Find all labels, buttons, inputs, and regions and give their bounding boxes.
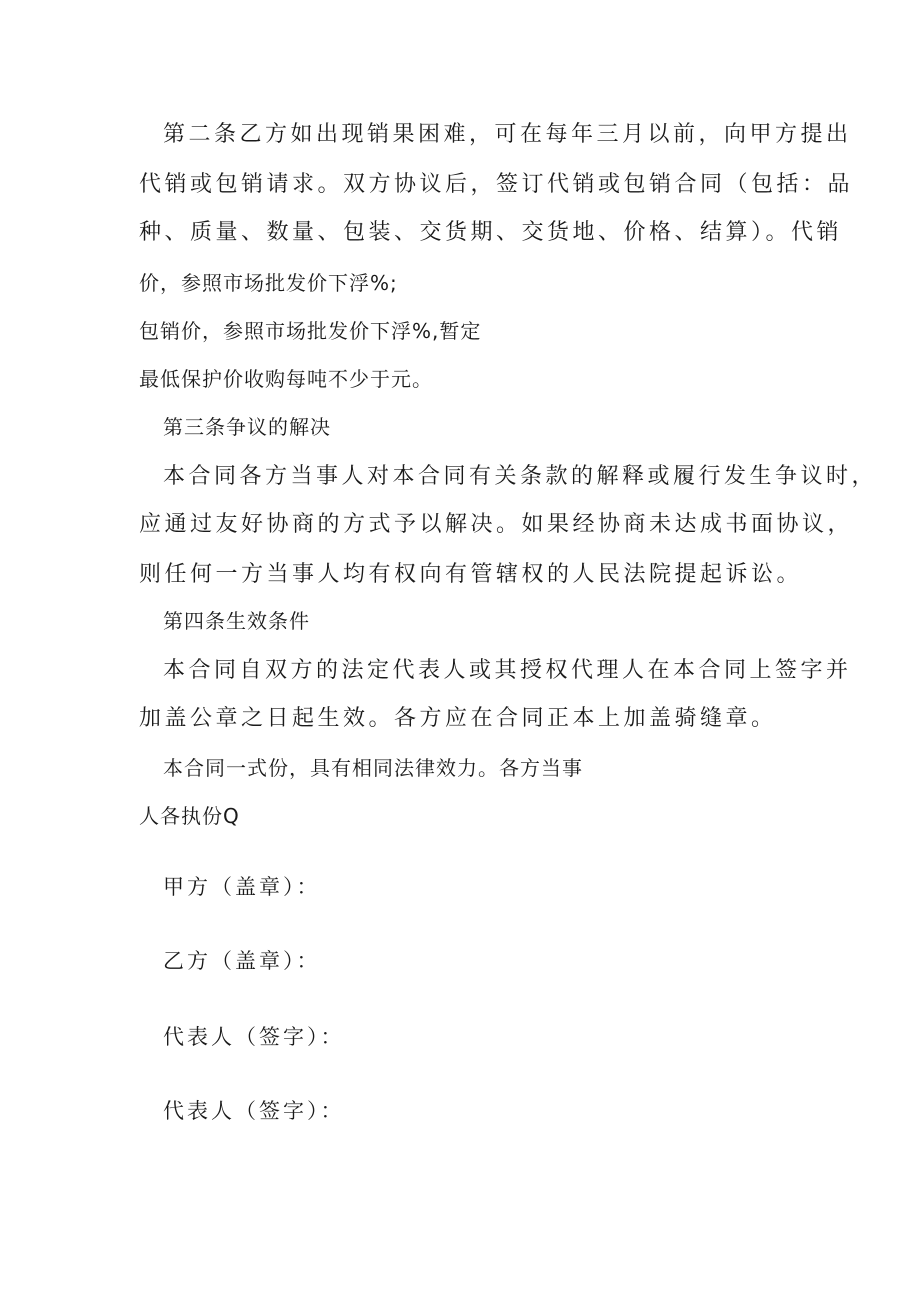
article2-line4: 价，参照市场批发价下浮%; [139,271,398,295]
article2-line5: 包销价，参照市场批发价下浮%,暂定 [139,319,482,343]
party-b-seal-label: 乙方（盖章）： [163,949,321,973]
copies-line2: 人各执份Q [139,804,240,828]
article4-title: 第四条生效条件 [163,609,310,633]
article3-line1: 本合同各方当事人对本合同有关条款的解释或履行发生争议时， [163,464,878,489]
article2-line6: 最低保护价收购每吨不少于元。 [139,367,433,391]
representative-a-signature-label: 代表人（签字）： [163,1025,345,1049]
article3-title: 第三条争议的解决 [163,415,331,439]
article4-line2: 加盖公章之日起生效。各方应在合同正本上加盖骑缝章。 [139,706,777,731]
article2-line2: 代销或包销请求。双方协议后，签订代销或包销合同（包括：品 [139,172,854,197]
copies-line1: 本合同一式份，具有相同法律效力。各方当事 [163,756,583,780]
party-a-seal-label: 甲方（盖章）： [163,875,321,899]
article2-line3: 种、质量、数量、包装、交货期、交货地、价格、结算）。代销 [139,220,843,245]
article3-line3: 则任何一方当事人均有权向有管辖权的人民法院提起诉讼。 [139,562,803,587]
article4-line1: 本合同自双方的法定代表人或其授权代理人在本合同上签字并 [163,658,852,683]
representative-b-signature-label: 代表人（签字）： [163,1099,345,1123]
article3-line2: 应通过友好协商的方式予以解决。如果经协商未达成书面协议， [139,512,854,537]
article2-line1: 第二条乙方如出现销果困难，可在每年三月以前，向甲方提出 [163,122,852,147]
